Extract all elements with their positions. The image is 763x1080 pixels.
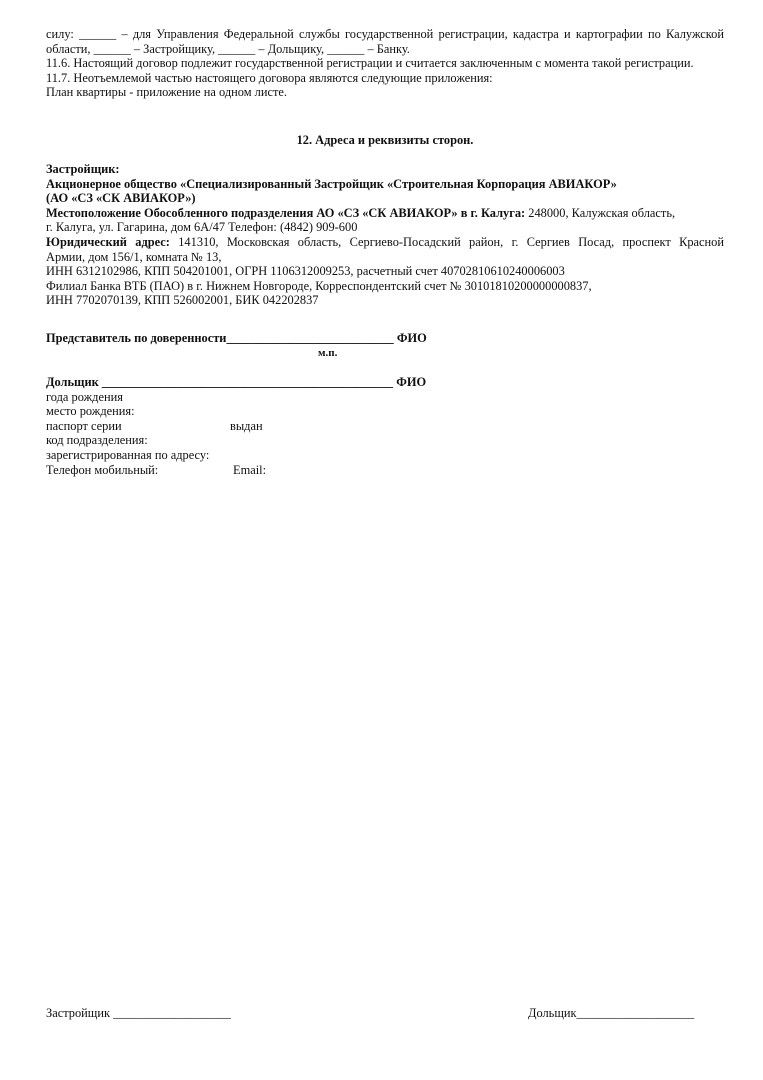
email-field: Email: [233,462,267,477]
birth-place-field: место рождения: [46,404,135,419]
stamp-label: м.п. [318,346,338,359]
contact-line [46,463,724,478]
developer-location-label: Местоположение Обособленного подразделения АО «СЗ «СК АВИАКОР» в г. Калуга: [46,205,526,220]
shareholder-fio: ФИО [393,375,427,389]
registered-address-field: зарегистрированная по адресу: [46,447,210,462]
developer-requisites [46,162,724,308]
representative-label: Представитель по доверенности [46,331,227,345]
developer-location [46,206,724,221]
distribution-line-2: области, ______ – Застройщику, ______ – Дольщику, ______ – Банку. [46,41,410,56]
phone-field: Телефон мобильный: [46,462,159,477]
shareholder-line [46,375,724,390]
developer-legal-address-2: Армии, дом 156/1, комната № 13, [46,249,222,264]
shareholder-blank: _______________________________________________ [98,375,394,389]
legal-address-label: Юридический адрес: [46,234,170,249]
representative-block [46,331,724,360]
developer-bank-line: Филиал Банка ВТБ (ПАО) в г. Нижнем Новгороде, Корреспондентский счет № 30101810200000000837, [46,278,592,293]
distribution-line-1: силу: ______ – для Управления Федеральной службы государственной регистрации, кадастра и картографии по Калужской [46,27,724,41]
clause-11-continuation [46,27,724,100]
developer-label: Застройщик: [46,162,120,176]
representative-line [46,331,724,346]
passport-field: паспорт серии [46,418,122,433]
clause-11-6: 11.6. Настоящий договор подлежит государственной регистрации и считается заключенным с момента такой регистрации. [46,56,694,71]
birth-year-field: года рождения [46,389,123,404]
shareholder-block [46,375,724,477]
developer-inn-line: ИНН 6312102986, КПП 504201001, ОГРН 1106312009253, расчетный счет 40702810610240006003 [46,264,565,279]
legal-address-value: 141310, Московская область, Сергиево-Посадский район, г. Сергиев Посад, проспект Красной [169,234,724,249]
developer-name-line-1: Акционерное общество «Специализированный Застройщик «Строительная Корпорация АВИАКОР» [46,176,617,191]
passport-line [46,419,724,434]
shareholder-label: Дольщик [46,375,99,389]
issued-field: выдан [230,418,263,433]
division-code-field: код подразделения: [46,433,148,448]
developer-location-value: 248000, Калужская область, [525,205,676,220]
developer-legal-address [46,235,724,250]
appendix-line: План квартиры - приложение на одном листе. [46,85,287,100]
developer-signature: Застройщик ___________________ [46,1006,231,1020]
section-12-heading: 12. Адреса и реквизиты сторон. [296,133,474,147]
representative-fio: ФИО [393,331,427,345]
representative-blank: ___________________________ [226,331,394,345]
developer-name-line-2: (АО «СЗ «СК АВИАКОР») [46,191,196,206]
clause-11-7: 11.7. Неотъемлемой частью настоящего договора являются следующие приложения: [46,70,493,85]
developer-bank-inn-line: ИНН 7702070139, КПП 526002001, БИК 042202837 [46,293,319,308]
shareholder-signature: Дольщик___________________ [528,1006,695,1020]
developer-address-phone: г. Калуга, ул. Гагарина, дом 6А/47 Телефон: (4842) 909-600 [46,220,358,235]
